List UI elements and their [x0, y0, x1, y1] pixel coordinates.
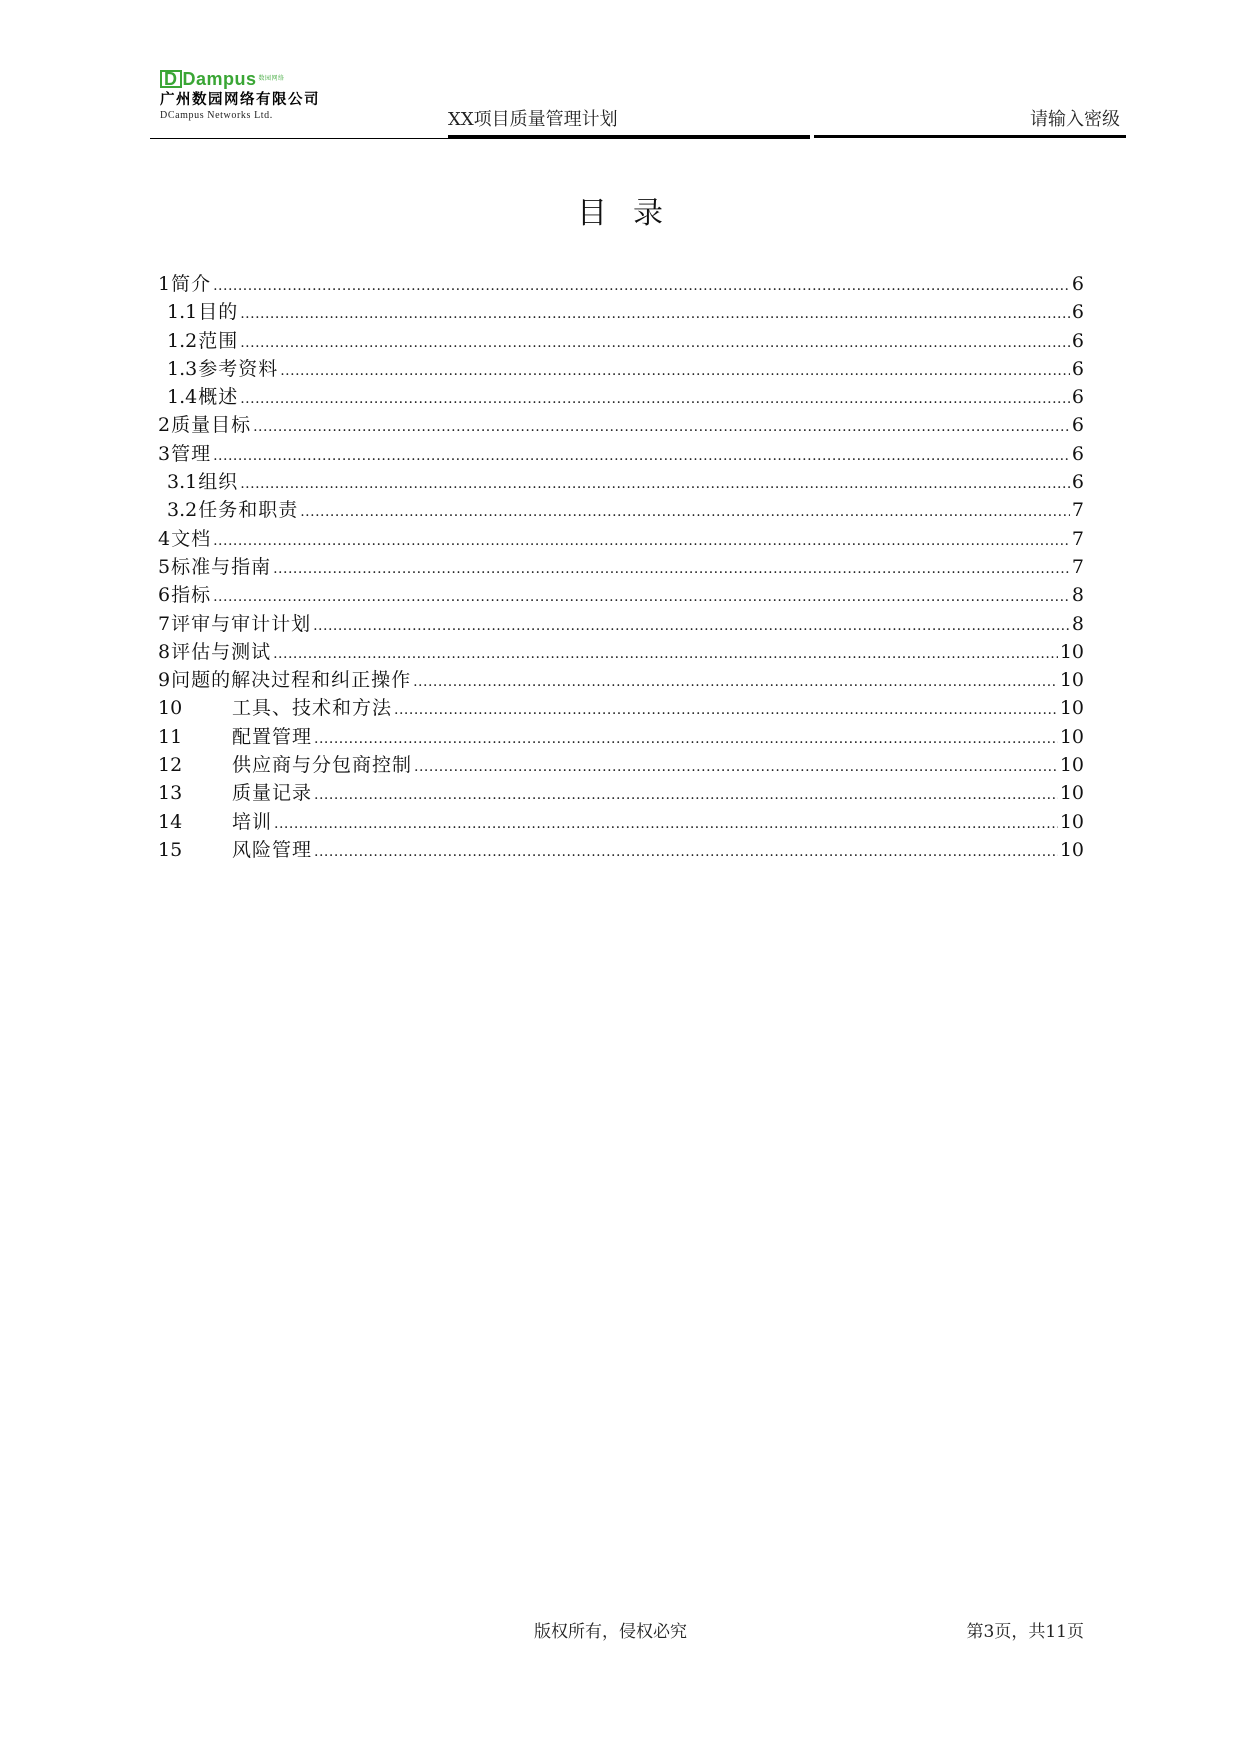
toc-entry-label: 概述 — [198, 386, 239, 409]
toc-dot-leader — [253, 413, 1070, 441]
toc-entry-label: 参考资料 — [198, 357, 279, 380]
toc-entry-page: 6 — [1071, 386, 1084, 409]
toc-dot-leader — [213, 442, 1070, 470]
toc-dot-leader — [414, 753, 1058, 781]
toc-dot-leader — [273, 555, 1070, 583]
toc-entry-label: 目的 — [198, 301, 239, 324]
toc-entry[interactable] — [158, 808, 1084, 836]
toc-entry-page: 7 — [1071, 555, 1084, 578]
toc-dot-leader — [314, 838, 1058, 866]
toc-dot-leader — [413, 668, 1058, 696]
toc-entry-page: 10 — [1059, 725, 1084, 748]
toc-entry[interactable] — [158, 836, 1084, 864]
toc-entry-number: 12 — [158, 754, 183, 777]
toc-entry-page: 8 — [1071, 612, 1084, 635]
toc-dot-leader — [300, 498, 1070, 526]
toc-entry-page: 10 — [1059, 697, 1084, 720]
toc-entry-page: 6 — [1071, 414, 1084, 437]
toc-entry-label: 质量目标 — [171, 414, 252, 437]
toc-entry-page: 8 — [1071, 584, 1084, 607]
toc-dot-leader — [213, 527, 1070, 555]
toc-entry[interactable] — [158, 270, 1084, 298]
toc-entry-page: 10 — [1059, 754, 1084, 777]
toc-entry-label: 范围 — [198, 329, 239, 352]
footer-page-number: 第3页，共11页 — [966, 1622, 1084, 1642]
toc-entry-number: 14 — [158, 810, 183, 833]
toc-entry-number: 1.2 — [167, 329, 198, 352]
toc-dot-leader — [213, 583, 1070, 611]
toc-entry[interactable] — [158, 468, 1084, 496]
toc-entry[interactable] — [158, 638, 1084, 666]
toc-entry-number: 1.1 — [167, 301, 198, 324]
toc-entry[interactable] — [158, 751, 1084, 779]
toc-entry[interactable] — [158, 355, 1084, 383]
toc-entry-label: 配置管理 — [232, 725, 313, 748]
toc-dot-leader — [314, 781, 1058, 809]
toc-entry-page: 6 — [1071, 442, 1084, 465]
company-logo — [160, 68, 420, 122]
toc-entry-label: 培训 — [232, 810, 273, 833]
toc-entry-page: 6 — [1071, 301, 1084, 324]
toc-entry-number: 6 — [158, 584, 171, 607]
header-classification: 请输入密级 — [1030, 109, 1120, 130]
toc-entry-number: 9 — [158, 669, 171, 692]
toc-entry[interactable] — [158, 327, 1084, 355]
toc-entry[interactable] — [158, 666, 1084, 694]
toc-entry-number: 5 — [158, 555, 171, 578]
logo-mark-small: 数园网络 — [258, 76, 285, 82]
toc-entry[interactable] — [158, 610, 1084, 638]
toc-dot-leader — [240, 385, 1070, 413]
toc-entry[interactable] — [158, 383, 1084, 411]
toc-entry[interactable] — [158, 723, 1084, 751]
toc-entry-page: 6 — [1071, 329, 1084, 352]
toc-entry-number: 1 — [158, 273, 171, 295]
toc-entry-number: 3.2 — [167, 499, 198, 522]
toc-entry-number: 3.1 — [167, 471, 198, 494]
toc-entry-label: 简介 — [171, 273, 212, 295]
toc-entry-number: 15 — [158, 838, 183, 861]
toc-entry-label: 组织 — [198, 471, 239, 494]
toc-entry-label: 工具、技术和方法 — [232, 697, 393, 720]
toc-entry[interactable] — [158, 581, 1084, 609]
header-rule-left — [448, 135, 810, 138]
toc-entry-label: 任务和职责 — [198, 499, 299, 522]
toc-entry[interactable] — [158, 553, 1084, 581]
header-document-title: XX项目质量管理计划 — [448, 109, 618, 130]
toc-entry-label: 供应商与分包商控制 — [232, 754, 413, 777]
toc-entry-label: 质量记录 — [232, 782, 313, 805]
toc-entry-page: 10 — [1059, 782, 1084, 805]
toc-entry-label: 指标 — [171, 584, 212, 607]
toc-entry-page: 10 — [1059, 838, 1084, 861]
toc-entry-page: 10 — [1059, 669, 1084, 692]
toc-entry-label: 问题的解决过程和纠正操作 — [171, 669, 412, 692]
toc-entry-page: 7 — [1071, 527, 1084, 550]
toc-dot-leader — [313, 612, 1070, 640]
toc-dot-leader — [314, 725, 1058, 753]
toc-entry-number: 8 — [158, 640, 171, 663]
toc-heading: 目录 — [577, 196, 689, 231]
toc-entry-page: 10 — [1059, 640, 1084, 663]
toc-entry[interactable] — [158, 411, 1084, 439]
toc-entry-page: 6 — [1071, 471, 1084, 494]
toc-entry-number: 2 — [158, 414, 171, 437]
table-of-contents — [158, 270, 1084, 864]
toc-dot-leader — [240, 329, 1070, 357]
toc-entry-page: 7 — [1071, 499, 1084, 522]
toc-entry-label: 风险管理 — [232, 838, 313, 861]
toc-entry[interactable] — [158, 525, 1084, 553]
toc-entry[interactable] — [158, 496, 1084, 524]
toc-entry-number: 11 — [158, 725, 183, 748]
toc-entry-label: 标准与指南 — [171, 555, 272, 578]
toc-dot-leader — [394, 696, 1058, 724]
toc-entry-label: 文档 — [171, 527, 212, 550]
toc-entry-label: 管理 — [171, 442, 212, 465]
header-rule-right — [814, 135, 1126, 138]
toc-dot-leader — [274, 810, 1058, 838]
toc-entry[interactable] — [158, 779, 1084, 807]
toc-entry-page: 10 — [1059, 810, 1084, 833]
toc-entry[interactable] — [158, 298, 1084, 326]
toc-entry-number: 4 — [158, 527, 171, 550]
toc-dot-leader — [273, 640, 1058, 668]
toc-dot-leader — [213, 272, 1070, 300]
toc-entry-number: 1.4 — [167, 386, 198, 409]
logo-company-en: DCampus Networks Ltd. — [160, 110, 273, 121]
toc-dot-leader — [280, 357, 1070, 385]
toc-entry[interactable] — [158, 440, 1084, 468]
toc-entry-page: 6 — [1071, 357, 1084, 380]
toc-entry-number: 7 — [158, 612, 171, 635]
toc-entry[interactable] — [158, 694, 1084, 722]
toc-entry-number: 3 — [158, 442, 171, 465]
header-rule-thin — [150, 138, 810, 139]
toc-entry-label: 评审与审计计划 — [171, 612, 312, 635]
toc-entry-number: 10 — [158, 697, 183, 720]
toc-entry-number: 13 — [158, 782, 183, 805]
toc-entry-number: 1.3 — [167, 357, 198, 380]
toc-dot-leader — [240, 300, 1070, 328]
logo-mark: D Dampus $^{数园网络}$ — [160, 68, 420, 90]
toc-entry-label: 评估与测试 — [171, 640, 272, 663]
logo-company-cn: 广州数园网络有限公司 — [160, 92, 320, 108]
footer-copyright: 版权所有，侵权必究 — [534, 1622, 687, 1642]
toc-dot-leader — [240, 470, 1070, 498]
toc-entry-page: 6 — [1071, 273, 1084, 295]
